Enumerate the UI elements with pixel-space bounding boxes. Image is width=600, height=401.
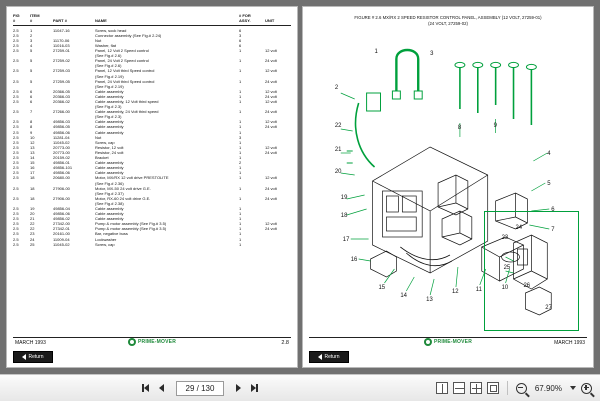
header-unit-2: UNIT (265, 18, 275, 24)
cell-fig: 2.5 (13, 119, 19, 125)
header-item-2: # (30, 18, 33, 24)
cell-fig: 2.5 (13, 231, 19, 237)
cell-qty: 6 (239, 42, 242, 48)
cell-name: Panel, 12 Volt third Speed control (95, 68, 155, 74)
cell-part: 49856-101 (53, 165, 73, 171)
cell-fig: 2.5 (13, 221, 19, 227)
footer-date: MARCH 1993 (15, 340, 46, 346)
cell-fig: 2.5 (13, 160, 19, 166)
cell-name: Pump & motor assembly (See Fig.# 3.5) (95, 226, 167, 232)
cell-name: Nut (95, 37, 102, 43)
cell-unit: 24 volt (265, 109, 277, 115)
callout-14: 14 (400, 292, 407, 300)
figure-title (313, 15, 583, 27)
cell-name: Cable assembly (95, 165, 124, 171)
cell-fig: 2.5 (13, 226, 19, 232)
cell-name: (See Fig.# 2.3) (95, 114, 122, 120)
cell-unit: 24 volt (265, 149, 277, 155)
cell-name: (See Fig.# 2.3) (95, 104, 122, 110)
cell-unit: 12 volt (265, 48, 277, 54)
cell-name: Motor, RX-60 24 volt drive G.E. (95, 195, 151, 201)
toolbar-separator (507, 381, 508, 395)
callout-5: 5 (547, 180, 551, 188)
cell-item: 13 (30, 144, 35, 150)
callout-20: 20 (334, 168, 342, 176)
cell-qty: 1 (239, 58, 242, 64)
cell-part: 20366-02 (53, 99, 70, 104)
cell-part: 49856-05 (53, 124, 70, 130)
table-body (13, 28, 291, 247)
return-arrow-icon-right (318, 354, 322, 360)
cell-qty: 2 (239, 160, 242, 166)
cell-qty: 1 (239, 68, 242, 74)
cell-name: Resistor, 24 volt (95, 149, 124, 155)
callout-7: 7 (551, 226, 555, 234)
cell-name: Resistor, 12 volt (95, 144, 124, 150)
cell-unit: 24 volt (265, 226, 277, 232)
view-controls-group (436, 381, 592, 395)
header-qty-2: ASSY. (239, 18, 251, 24)
cell-item: 5 (30, 58, 33, 64)
cell-qty: 1 (239, 185, 242, 191)
cell-qty: 1 (239, 216, 242, 222)
header-qty-1: # FOR (239, 13, 251, 18)
cell-part: 11170-06 (53, 37, 70, 43)
cell-item: 23 (30, 231, 35, 237)
cell-unit: 12 volt (265, 99, 277, 104)
callout-10: 10 (501, 284, 509, 292)
cell-name: (See Fig.# 2.19) (95, 73, 124, 79)
cell-name: Cable assembly (95, 129, 124, 135)
cell-qty: 1 (239, 124, 242, 130)
cell-name: (See Fig.# 2.6) (95, 53, 122, 59)
cell-fig: 2.5 (13, 195, 19, 201)
cell-fig: 2.5 (13, 109, 19, 115)
cell-name: Pump & motor assembly (See Fig.# 3.5) (95, 221, 167, 227)
zoom-in-icon[interactable] (581, 383, 592, 394)
cell-part: 49856-02 (53, 216, 70, 222)
cell-part: 27906-00 (53, 185, 70, 191)
cell-part: 11045-02 (53, 241, 70, 247)
cell-part: 27259-03 (53, 68, 70, 74)
cell-fig: 2.5 (13, 236, 19, 242)
cell-item: 9 (30, 129, 33, 135)
cell-unit: 24 volt (265, 78, 277, 84)
cell-qty: 1 (239, 226, 242, 232)
header-fig-2: # (13, 18, 16, 24)
cell-part: 49856-06 (53, 211, 70, 217)
cell-fig: 2.5 (13, 78, 19, 84)
prime-mover-mark-icon-right (424, 338, 432, 346)
cell-unit: 12 volt (265, 221, 277, 227)
cell-name: Cable assembly (95, 211, 124, 217)
page-navigation-group (140, 381, 260, 396)
header-name-2: NAME (95, 18, 107, 24)
cell-item: 17 (30, 170, 35, 176)
cell-name: Screw, sock head (95, 27, 127, 33)
cell-item: 21 (30, 216, 35, 222)
cell-fig: 2.5 (13, 99, 19, 104)
cell-item: 19 (30, 205, 35, 211)
return-button-label: Return (28, 354, 44, 360)
cell-qty: 1 (239, 119, 242, 125)
cell-name: Panel, 24 Volt 2 Speed control (95, 58, 149, 64)
callout-24: 24 (515, 224, 523, 232)
cell-fig: 2.5 (13, 134, 19, 140)
callout-9: 9 (493, 122, 497, 130)
cell-qty: 1 (239, 231, 242, 237)
cell-name: Screw, cap (95, 241, 115, 247)
brand-logo-right (424, 338, 472, 346)
cell-qty: 1 (239, 241, 242, 247)
header-fig-1: FIG (13, 13, 20, 18)
cell-item: 14 (30, 155, 35, 161)
cell-fig: 2.5 (13, 37, 19, 43)
header-part-2: PART # (53, 18, 67, 24)
callout-13: 13 (426, 296, 433, 304)
cell-name: Cable assembly (95, 88, 124, 94)
cell-fig: 2.5 (13, 211, 19, 217)
cell-part: 27259-02 (53, 58, 70, 64)
cell-item: 6 (30, 99, 33, 104)
zoom-level-value[interactable]: 67.90% (534, 383, 562, 393)
cell-unit: 12 volt (265, 119, 277, 125)
cell-name: Cable assembly (95, 205, 124, 211)
cell-name: Panel, 12 Volt 2 Speed control (95, 48, 149, 54)
cell-fig: 2.5 (13, 139, 19, 145)
cell-qty: 1 (239, 109, 242, 115)
callout-4: 4 (547, 150, 551, 158)
callout-23: 23 (501, 234, 509, 242)
callout-1: 1 (374, 48, 378, 56)
cell-qty: 3 (239, 32, 242, 38)
cell-part: 49856-06 (53, 170, 70, 176)
cell-part: 27266-00 (53, 109, 70, 115)
cell-qty: 1 (239, 221, 242, 227)
cell-fig: 2.5 (13, 48, 19, 54)
next-page-arrow-icon (236, 384, 241, 392)
cell-name: (See Fig.# 2.38) (95, 200, 124, 206)
brand-name: PRIME-MOVER (137, 339, 177, 345)
cell-fig: 2.5 (13, 205, 19, 211)
previous-page-arrow-icon (159, 384, 164, 392)
cell-fig: 2.5 (13, 175, 19, 181)
cell-qty: 1 (239, 149, 242, 155)
cell-part: 20159-02 (53, 155, 70, 161)
table-header-row-2 (13, 18, 291, 23)
callout-21: 21 (334, 146, 342, 154)
cell-fig: 2.5 (13, 58, 19, 64)
cell-name: Bracket (95, 155, 109, 161)
cell-fig: 2.5 (13, 155, 19, 161)
cell-item: 6 (30, 93, 33, 99)
cell-item: 20 (30, 211, 35, 217)
cell-part: 49856-04 (53, 205, 70, 211)
cell-item: 7 (30, 109, 33, 115)
cell-part: 20680-00 (53, 175, 70, 181)
figure-title-main: FIGURE # 2.6 MX/RX 2 SPEED RESISTOR CONTROL PANEL, ASSEMBLY (12 VOLT, 27259-01) (354, 15, 542, 20)
cell-item: 8 (30, 119, 33, 125)
cell-fig: 2.5 (13, 165, 19, 171)
cell-part: 49856-06 (53, 129, 70, 135)
continuous-view-icon[interactable] (453, 382, 465, 394)
footer-page-number: 2.8 (281, 340, 289, 346)
cell-item: 5 (30, 78, 33, 84)
cell-qty: 1 (239, 99, 242, 104)
callout-3: 3 (430, 50, 434, 58)
cell-name: Panel, 24 Volt third Speed control (95, 78, 155, 84)
return-button-left[interactable] (13, 351, 53, 363)
cell-fig: 2.5 (13, 124, 19, 130)
cell-item: 25 (30, 241, 35, 247)
last-page-button[interactable] (249, 382, 260, 394)
prime-mover-mark-icon (128, 338, 136, 346)
detail-inset-frame (484, 211, 579, 331)
cell-fig: 2.5 (13, 68, 19, 74)
return-button-right[interactable] (309, 351, 349, 363)
cell-item: 3 (30, 37, 33, 43)
callout-6: 6 (551, 206, 555, 214)
cell-fig: 2.5 (13, 241, 19, 247)
cell-name: Washer, flat (95, 42, 116, 48)
cell-part: 20161-00 (53, 231, 70, 237)
viewer-toolbar (0, 374, 600, 401)
chevron-down-icon[interactable] (570, 386, 576, 390)
cell-fig: 2.5 (13, 149, 19, 155)
cell-part: 49856-03 (53, 119, 70, 125)
callout-19: 19 (340, 194, 348, 202)
cell-part: 20366-03 (53, 93, 70, 99)
cell-name: Connector assembly (See Fig.# 2.24) (95, 32, 162, 38)
cell-name: (See Fig.# 2.37) (95, 190, 124, 196)
cell-qty: 1 (239, 129, 242, 135)
callout-26: 26 (523, 282, 531, 290)
callout-11: 11 (475, 286, 482, 294)
cell-item: 5 (30, 68, 33, 74)
cell-part: 27342-01 (53, 226, 70, 232)
return-button-label-right: Return (324, 354, 340, 360)
callout-8: 8 (457, 124, 462, 132)
cell-name: (See Fig.# 2.36) (95, 180, 124, 186)
single-page-view-icon[interactable] (436, 382, 448, 394)
cell-qty: 1 (239, 170, 242, 176)
cell-qty: 1 (239, 144, 242, 150)
zoom-out-icon[interactable] (516, 383, 527, 394)
page-number-input[interactable]: 29 / 130 (176, 381, 224, 396)
cell-part: 27342-00 (53, 221, 70, 227)
cell-qty: 1 (239, 155, 242, 161)
cell-item: 18 (30, 185, 35, 191)
cell-fig: 2.5 (13, 129, 19, 135)
cell-qty: 1 (239, 236, 242, 242)
first-page-arrow-icon (144, 384, 149, 392)
cell-part: 11047-16 (53, 27, 70, 33)
cell-item: 16 (30, 165, 35, 171)
previous-page-button[interactable] (156, 382, 167, 394)
cell-qty: 1 (239, 165, 242, 171)
cell-part: 20366-05 (53, 88, 70, 94)
cell-name: Cable assembly, 24 Volt third speed (95, 109, 159, 115)
figure-title-sub: (24 VOLT, 27259-02) (428, 21, 468, 26)
cell-unit: 24 volt (265, 58, 277, 64)
callout-17: 17 (342, 236, 350, 244)
header-divider (13, 25, 291, 26)
callout-2: 2 (334, 84, 339, 92)
first-page-button[interactable] (140, 382, 151, 394)
page-spread (6, 6, 594, 368)
brand-name-right: PRIME-MOVER (433, 339, 473, 345)
callout-22: 22 (334, 122, 342, 130)
table-row (13, 242, 291, 247)
cell-unit: 24 volt (265, 185, 277, 191)
cell-item: 2 (30, 32, 33, 38)
cell-part: 11281-04 (53, 134, 70, 140)
cell-name: Cable assembly (95, 216, 124, 222)
left-page[interactable] (6, 6, 298, 368)
cell-part: 11045-02 (53, 139, 70, 145)
cell-fig: 2.5 (13, 42, 19, 48)
cell-part: 27906-00 (53, 195, 70, 201)
cell-fig: 2.5 (13, 32, 19, 38)
cell-fig: 2.5 (13, 216, 19, 222)
cell-unit: 12 volt (265, 144, 277, 150)
cell-item: 4 (30, 42, 33, 48)
cell-name: Cable assembly (95, 119, 124, 125)
cell-name: Cable assembly (95, 160, 124, 166)
cell-item: 18 (30, 195, 35, 201)
facing-view-icon[interactable] (470, 382, 482, 394)
cell-qty: 1 (239, 205, 242, 211)
last-page-bar-icon (256, 384, 258, 392)
figure-drawing (311, 33, 585, 333)
cell-item: 1 (30, 27, 33, 33)
cell-unit: 12 volt (265, 68, 277, 74)
callout-27: 27 (545, 304, 552, 312)
cell-fig: 2.5 (13, 144, 19, 150)
callout-18: 18 (340, 212, 348, 220)
cell-item: 6 (30, 88, 33, 94)
cell-part: 27259-01 (53, 48, 70, 54)
right-page[interactable] (302, 6, 594, 368)
cell-unit: 12 volt (265, 175, 277, 181)
cell-item: 12 (30, 139, 35, 145)
cell-qty: 3 (239, 134, 242, 140)
cell-name: Cable assembly (95, 170, 124, 176)
cell-name: Bar, negative buss (95, 231, 128, 237)
cell-part: 11016-03 (53, 42, 70, 48)
cell-fig: 2.5 (13, 170, 19, 176)
cell-fig: 2.5 (13, 88, 19, 94)
fit-page-icon[interactable] (487, 382, 499, 394)
cell-name: Nut (95, 134, 102, 140)
cell-item: 13 (30, 149, 35, 155)
cell-part: 20773-00 (53, 149, 70, 155)
parts-table (13, 13, 291, 247)
callout-16: 16 (350, 256, 358, 264)
callout-15: 15 (378, 284, 386, 292)
cell-qty: 1 (239, 195, 242, 201)
cell-item: 18 (30, 175, 35, 181)
brand-logo (128, 338, 176, 346)
cell-name: Motor, MX/RX 12 volt drive PRESTOLITE (95, 175, 169, 181)
return-arrow-icon (22, 354, 26, 360)
footer-date-right: MARCH 1993 (554, 340, 585, 346)
cell-item: 10 (30, 134, 35, 140)
cell-name: Cable assembly, 12 Volt third speed (95, 99, 159, 104)
cell-name: (See Fig.# 2.6) (95, 63, 122, 69)
cell-item: 22 (30, 221, 35, 227)
cell-qty: 1 (239, 78, 242, 84)
cell-unit: 12 volt (265, 88, 277, 94)
cell-part: 11009-04 (53, 236, 70, 242)
cell-unit: 24 volt (265, 124, 277, 130)
callout-25: 25 (503, 264, 511, 272)
cell-part: 49856-01 (53, 160, 70, 166)
cell-name: Cable assembly (95, 93, 124, 99)
cell-unit (265, 242, 291, 247)
cell-name: Screw, cap (95, 139, 115, 145)
cell-fig: 2.5 (13, 27, 19, 33)
next-page-button[interactable] (233, 382, 244, 394)
cell-qty: 1 (239, 211, 242, 217)
cell-part: 27259-05 (53, 78, 70, 84)
cell-qty: 6 (239, 27, 242, 33)
cell-qty: 1 (239, 88, 242, 94)
callout-12: 12 (451, 288, 459, 296)
cell-unit: 24 volt (265, 195, 277, 201)
cell-fig: 2.5 (13, 93, 19, 99)
cell-qty: 1 (239, 139, 242, 145)
cell-name: (See Fig.# 2.19) (95, 83, 124, 89)
cell-fig: 2.5 (13, 185, 19, 191)
cell-item: 8 (30, 124, 33, 130)
cell-item: 24 (30, 236, 35, 242)
cell-qty: 1 (239, 48, 242, 54)
cell-item: 15 (30, 160, 35, 166)
cell-qty: 1 (239, 93, 242, 99)
cell-name: Lockwasher (95, 236, 117, 242)
cell-item: 5 (30, 48, 33, 54)
cell-name: Motor, MX-50 24 volt drive G.E. (95, 185, 151, 191)
cell-name: Cable assembly (95, 124, 124, 130)
header-item-1: ITEM (30, 13, 40, 18)
cell-qty: 6 (239, 37, 242, 43)
cell-unit: 24 volt (265, 93, 277, 99)
cell-item: 22 (30, 226, 35, 232)
cell-qty: 1 (239, 175, 242, 181)
cell-part: 20773-00 (53, 144, 70, 150)
